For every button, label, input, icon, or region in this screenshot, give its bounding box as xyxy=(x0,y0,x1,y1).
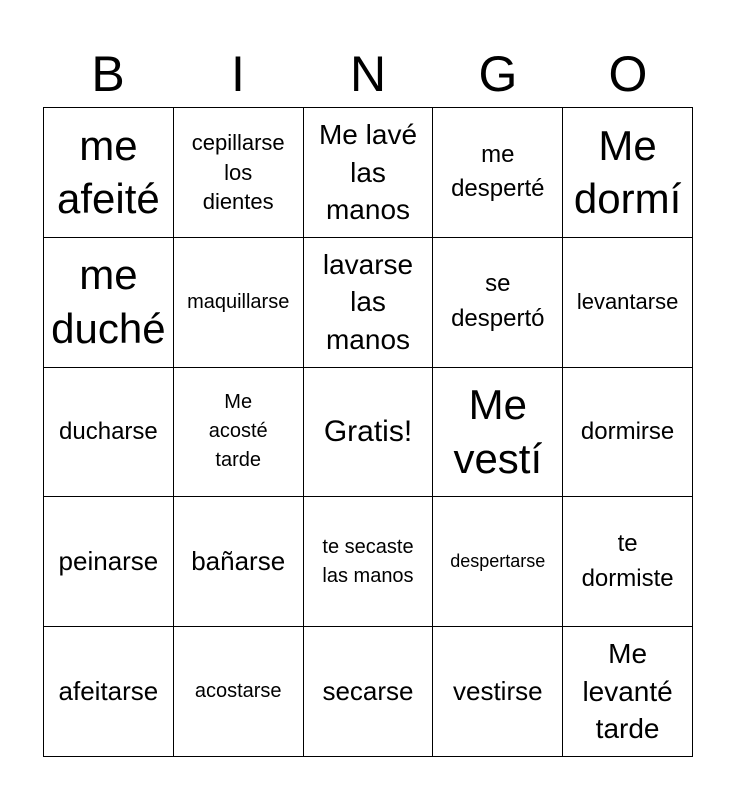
bingo-cell[interactable] xyxy=(433,108,563,238)
cell-text: Me vestí xyxy=(453,381,543,482)
bingo-board xyxy=(43,107,693,757)
bingo-cell[interactable] xyxy=(174,108,304,238)
bingo-cell[interactable] xyxy=(304,368,434,498)
bingo-cell[interactable] xyxy=(174,238,304,368)
cell-text: afeitarse xyxy=(58,676,159,707)
header-letter-i: I xyxy=(231,46,245,102)
bingo-cell[interactable] xyxy=(174,368,304,498)
bingo-cell[interactable] xyxy=(304,497,434,627)
bingo-cell[interactable] xyxy=(304,627,434,757)
cell-text: Gratis! xyxy=(323,415,413,449)
bingo-cell[interactable] xyxy=(304,238,434,368)
bingo-cell[interactable] xyxy=(433,368,563,498)
bingo-cell[interactable] xyxy=(174,627,304,757)
bingo-cell[interactable] xyxy=(433,238,563,368)
cell-text: se despertó xyxy=(451,270,545,333)
header-letter-o: O xyxy=(608,46,648,102)
bingo-cell[interactable] xyxy=(563,627,693,757)
bingo-cell[interactable] xyxy=(563,108,693,238)
cell-text: acostarse xyxy=(194,680,282,703)
cell-text: bañarse xyxy=(191,546,286,577)
bingo-cell[interactable] xyxy=(563,497,693,627)
cell-text: Me dormí xyxy=(573,121,682,223)
cell-text: ducharse xyxy=(59,417,158,445)
cell-text: vestirse xyxy=(453,676,543,707)
cell-text: peinarse xyxy=(58,546,159,577)
cell-text: te secaste las manos xyxy=(322,535,414,587)
bingo-cell[interactable] xyxy=(44,368,174,498)
cell-text: me duché xyxy=(51,251,166,353)
bingo-cell[interactable] xyxy=(44,627,174,757)
cell-text: lavarse las manos xyxy=(322,248,414,356)
cell-text: cepillarse los dientes xyxy=(191,129,285,215)
bingo-cell[interactable] xyxy=(44,238,174,368)
cell-text: Me lavé las manos xyxy=(318,118,418,226)
cell-text: te dormiste xyxy=(581,529,674,592)
cell-text: secarse xyxy=(322,676,414,707)
bingo-cell[interactable] xyxy=(304,108,434,238)
cell-text: me desperté xyxy=(451,140,545,203)
header-letter-b: B xyxy=(91,46,125,102)
cell-text: Me levanté tarde xyxy=(582,637,673,745)
bingo-cell[interactable] xyxy=(563,238,693,368)
bingo-cell[interactable] xyxy=(433,627,563,757)
bingo-cell[interactable] xyxy=(44,497,174,627)
bingo-cell[interactable] xyxy=(433,497,563,627)
bingo-cell[interactable] xyxy=(563,368,693,498)
header-letter-n: N xyxy=(349,46,387,102)
cell-text: me afeité xyxy=(57,121,160,223)
bingo-cell[interactable] xyxy=(44,108,174,238)
cell-text: dormirse xyxy=(580,417,675,445)
cell-text: maquillarse xyxy=(187,290,290,313)
bingo-header xyxy=(43,40,693,108)
bingo-cell[interactable] xyxy=(174,497,304,627)
cell-text: Me acosté tarde xyxy=(208,391,268,472)
cell-text: despertarse xyxy=(450,551,546,572)
cell-text: levantarse xyxy=(576,289,679,315)
header-letter-g: G xyxy=(478,46,518,102)
